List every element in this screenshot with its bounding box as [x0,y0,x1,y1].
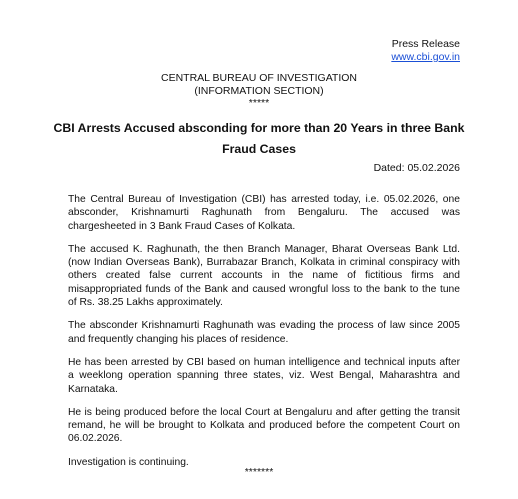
release-header [391,38,460,64]
agency-separator: ***** [248,97,270,109]
paragraph-conspiracy: The accused K. Raghunath, the then Branch Manager, Bharat Overseas Bank Ltd. (now Indian Overseas Bank), Burrabazar Branch, Kolkata in criminal conspiracy with others created false current accounts in the name of fictitious firms and misappropriated funds of the Bank and caused wrongful loss to the bank to the tune of Rs. 38.25 Lakhs approximately. [68,243,460,309]
headline: CBI Arrests Accused absconding for more than 20 Years in three Bank Fraud Cases [53,121,465,156]
paragraph-evasion: The absconder Krishnamurti Raghunath was evading the process of law since 2005 and frequently changing his places of residence. [68,320,460,345]
dated-line: Dated: 05.02.2026 [373,162,460,174]
paragraph-arrest: The Central Bureau of Investigation (CBI) has arrested today, i.e. 05.02.2026, one absconder, Krishnamurti Raghunath from Bengaluru. The accused was chargesheeted in 3 Bank Fraud Cases of Kolkata. [68,194,460,232]
press-release-label: Press Release [391,38,460,50]
paragraph-status: Investigation is continuing. [68,456,189,468]
website-link[interactable]: www.cbi.gov.in [391,51,460,63]
agency-block [0,72,518,110]
agency-section: (INFORMATION SECTION) [194,84,324,97]
paragraph-operation: He has been arrested by CBI based on human intelligence and technical inputs after a weeklong operation spanning three states, viz. West Bengal, Maharashtra and Karnataka. [68,356,460,395]
agency-name: CENTRAL BUREAU OF INVESTIGATION [160,72,358,84]
release-body [68,193,460,479]
end-marker: ******* [244,466,274,478]
paragraph-court: He is being produced before the local Court at Bengaluru and after getting the transit remand, he will be brought to Kolkata and produced before the competent Court on 06.02.2026. [68,406,460,445]
